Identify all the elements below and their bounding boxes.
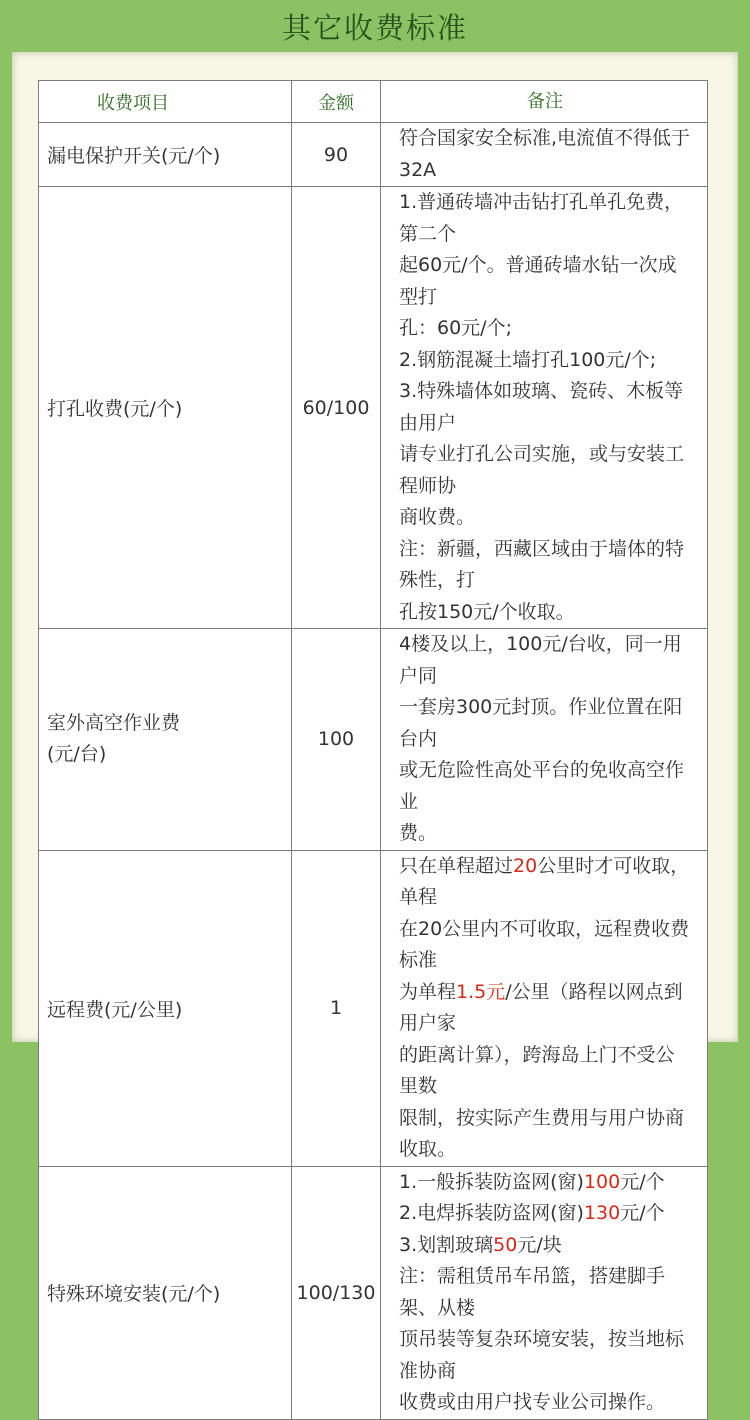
- page-header: [0, 0, 750, 52]
- item-name-line: (元/台): [47, 743, 107, 766]
- note-line: 注：需租赁吊车吊篮，搭建脚手架、从楼: [399, 1265, 666, 1319]
- table-header-row: [39, 81, 708, 123]
- note-text: 只在单程超过: [399, 854, 514, 877]
- note-line: [399, 1198, 691, 1230]
- note-line: 4楼及以上，100元/台收，同一用户同: [399, 633, 682, 687]
- note-line: 收费或由用户找专业公司操作。: [399, 1391, 666, 1413]
- note-line: 的距离计算），跨海岛上门不受公里数: [399, 1043, 675, 1097]
- row-item-name: 远程费(元/公里): [39, 850, 292, 1166]
- row-note: [381, 187, 708, 629]
- row-note: [381, 1166, 708, 1419]
- note-line: 孔：60元/个;: [399, 317, 512, 339]
- highlight-price: 50: [493, 1233, 518, 1256]
- row-item-name: 漏电保护开关(元/个): [39, 123, 292, 187]
- note-line: [399, 1230, 691, 1262]
- note-line: 或无危险性高处平台的免收高空作业: [399, 759, 685, 813]
- note-line: 1.普通砖墙冲击钻打孔单孔免费，第二个: [399, 191, 684, 245]
- note-line: 限制，按实际产生费用与用户协商收取。: [399, 1106, 685, 1160]
- note-line: 符合国家安全标准,电流值不得低于32A: [399, 127, 691, 181]
- row-item-name: 特殊环境安装(元/个): [39, 1166, 292, 1419]
- note-line: 孔按150元/个收取。: [399, 600, 575, 623]
- note-text: 元/个: [620, 1170, 665, 1193]
- note-line: 请专业打孔公司实施，或与安装工程师协: [399, 443, 685, 497]
- row-note: [381, 629, 708, 851]
- note-line: [399, 977, 691, 1040]
- row-amount: 60/100: [292, 187, 381, 629]
- page-title: 其它收费标准: [281, 10, 468, 45]
- note-line: 在20公里内不可收取，远程费收费标准: [399, 917, 690, 971]
- note-line: 3.特殊墙体如玻璃、瓷砖、木板等由用户: [399, 380, 684, 434]
- note-line: 费。: [399, 822, 438, 844]
- row-note: [381, 123, 708, 187]
- note-text: 为单程: [399, 980, 457, 1003]
- row-item-name: 打孔收费(元/个): [39, 187, 292, 629]
- header-item: 收费项目: [39, 81, 292, 123]
- note-line: 起60元/个。普通砖墙水钻一次成型打: [399, 254, 677, 308]
- note-line: [399, 1167, 691, 1199]
- highlight-price: 1.5元: [456, 980, 506, 1003]
- note-text: 公里时才可收取，单程: [399, 854, 690, 908]
- highlight-distance: 20: [513, 854, 538, 877]
- row-amount: 1: [292, 850, 381, 1166]
- table-row: [39, 850, 708, 1166]
- table-row: [39, 629, 708, 851]
- note-line: 注：新疆，西藏区域由于墙体的特殊性，打: [399, 537, 685, 591]
- row-item-name: [39, 629, 292, 851]
- header-note: 备注: [381, 81, 708, 123]
- note-line: [399, 851, 691, 914]
- note-line: 2.钢筋混凝土墙打孔100元/个;: [399, 348, 657, 371]
- row-amount: 100: [292, 629, 381, 851]
- table-row: [39, 187, 708, 629]
- item-name-line: 室外高空作业费: [47, 712, 181, 735]
- note-text: 元/块: [517, 1233, 562, 1256]
- note-text: 3.划割玻璃: [399, 1233, 494, 1256]
- table-row: [39, 1166, 708, 1419]
- row-note: [381, 850, 708, 1166]
- note-text: 2.电焊拆装防盗网(窗): [399, 1202, 584, 1224]
- table-row: [39, 123, 708, 187]
- row-amount: 100/130: [292, 1166, 381, 1419]
- fee-table: [38, 80, 708, 1420]
- note-line: 一套房300元封顶。作业位置在阳台内: [399, 696, 683, 750]
- note-text: 元/个: [620, 1202, 665, 1224]
- note-text: 1.一般拆装防盗网(窗): [399, 1170, 584, 1193]
- content-panel: [12, 52, 738, 1413]
- note-text: /公里（路程以网点到用户家: [399, 980, 683, 1034]
- row-amount: 90: [292, 123, 381, 187]
- header-amount: 金额: [292, 81, 381, 123]
- note-line: 顶吊装等复杂环境安装，按当地标准协商: [399, 1328, 685, 1382]
- highlight-price: 130: [583, 1202, 621, 1224]
- highlight-price: 100: [583, 1170, 621, 1193]
- note-line: 商收费。: [399, 506, 476, 528]
